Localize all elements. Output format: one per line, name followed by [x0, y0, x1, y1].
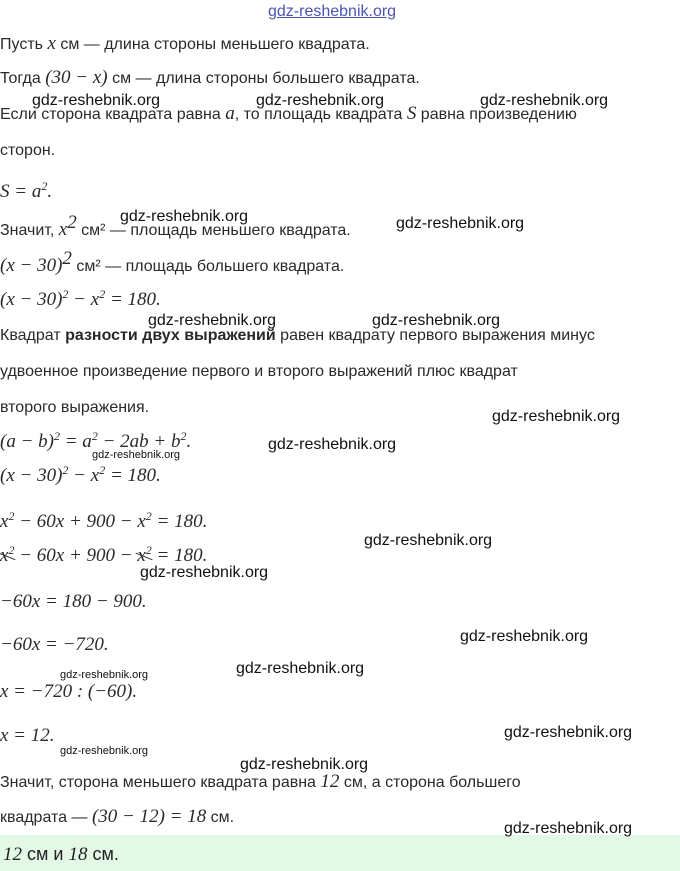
math-expression: (x − 30) — [0, 255, 63, 276]
equation-main — [0, 287, 161, 310]
watermark: gdz-reshebnik.org — [148, 312, 277, 329]
formula-area — [0, 179, 53, 202]
math-variable: a — [225, 103, 235, 124]
watermark: gdz-reshebnik.org — [480, 92, 609, 109]
math-exponent: 2 — [8, 543, 15, 557]
watermark: gdz-reshebnik.org — [364, 532, 493, 549]
text-segment: см. — [206, 809, 235, 826]
cancelled-term — [0, 543, 15, 566]
watermark: gdz-reshebnik.org — [32, 92, 161, 109]
watermark: gdz-reshebnik.org — [268, 436, 397, 453]
text-segment: Значит, сторона меньшего квадрата равна — [0, 774, 321, 791]
math-expression: . — [47, 181, 53, 202]
text-segment: равен квадрату первого выражения минус — [275, 327, 595, 344]
watermark: gdz-reshebnik.org — [236, 660, 365, 677]
equation-step-3 — [0, 543, 208, 566]
math-expression: = 180. — [151, 545, 208, 566]
math-expression: x — [0, 545, 9, 566]
watermark: gdz-reshebnik.org — [504, 724, 633, 741]
cancelled-term — [137, 543, 152, 566]
math-expression: − 2ab + b — [97, 431, 181, 452]
math-exponent: 2 — [67, 212, 77, 233]
text-line-4: сторон. — [0, 142, 56, 159]
text-segment: см. — [87, 844, 119, 864]
math-expression: (a − b) — [0, 431, 54, 452]
watermark: gdz-reshebnik.org — [504, 820, 633, 837]
equation-step-2 — [0, 509, 208, 532]
text-line-21 — [0, 807, 234, 828]
text-line-20 — [0, 772, 521, 793]
math-number: 18 — [68, 844, 88, 865]
math-exponent: 2 — [62, 463, 69, 477]
watermark: gdz-reshebnik.org — [92, 449, 181, 461]
math-exponent: 2 — [99, 287, 106, 301]
math-exponent: 2 — [41, 179, 48, 193]
text-segment: , то площадь квадрата — [234, 106, 407, 123]
math-exponent: 2 — [62, 248, 72, 269]
math-expression: − 60x + 900 − — [14, 545, 138, 566]
math-expression: = 180. — [105, 465, 161, 486]
watermark: gdz-reshebnik.org — [60, 669, 149, 681]
math-expression: (x − 30) — [0, 289, 63, 310]
math-exponent: 2 — [145, 509, 152, 523]
math-expression: − 60x + 900 − x — [14, 511, 146, 532]
math-expression: S = a — [0, 181, 42, 202]
text-segment: см — длина стороны большего квадрата. — [107, 70, 420, 87]
math-exponent: 2 — [8, 509, 15, 523]
math-expression: x — [137, 545, 146, 566]
watermark: gdz-reshebnik.org — [240, 756, 369, 773]
math-exponent: 2 — [53, 429, 60, 443]
equation-solution: x = 12. — [0, 725, 55, 746]
equation-step-5: −60x = −720. — [0, 634, 109, 655]
math-number: 12 — [320, 771, 340, 792]
math-expression: (x − 30) — [0, 465, 63, 486]
text-segment: квадрата — — [0, 809, 92, 826]
math-variable: x — [47, 33, 56, 54]
text-segment: см и — [22, 844, 69, 864]
text-line-10: удвоенное произведение первого и второго выражений плюс квадрат — [0, 363, 518, 380]
watermark: gdz-reshebnik.org — [120, 208, 249, 225]
answer-text — [3, 844, 119, 866]
math-exponent: 2 — [180, 429, 187, 443]
equation-step-6: x = −720 : (−60). — [0, 681, 138, 702]
watermark: gdz-reshebnik.org — [492, 408, 621, 425]
text-line-11: второго выражения. — [0, 399, 150, 416]
watermark: gdz-reshebnik.org — [460, 628, 589, 645]
math-variable: x — [58, 219, 68, 240]
math-expression: = a — [59, 431, 92, 452]
math-expression: . — [186, 431, 192, 452]
watermark: gdz-reshebnik.org — [256, 92, 385, 109]
text-segment: Если сторона квадрата равна — [0, 106, 226, 123]
text-line-7 — [0, 248, 345, 277]
math-variable: S — [406, 103, 417, 124]
watermark: gdz-reshebnik.org — [140, 564, 269, 581]
math-exponent: 2 — [99, 463, 106, 477]
text-segment: равна произведению — [416, 106, 577, 123]
watermark: gdz-reshebnik.org — [396, 215, 525, 232]
math-expression: (30 − x) — [45, 67, 108, 88]
text-line-2 — [0, 68, 420, 89]
text-segment: см² — площадь большего квадрата. — [71, 258, 345, 275]
site-header-link[interactable]: gdz-reshebnik.org — [268, 3, 397, 20]
equation-step-4: −60x = 180 − 900. — [0, 591, 147, 612]
watermark: gdz-reshebnik.org — [372, 312, 501, 329]
math-expression: x — [0, 511, 9, 532]
math-expression: = 180. — [105, 289, 161, 310]
text-segment: Квадрат — [0, 327, 66, 344]
math-exponent: 2 — [91, 429, 98, 443]
math-number: 12 — [3, 844, 22, 865]
text-segment: см, а сторона большего — [339, 774, 521, 791]
equation-step-1 — [0, 463, 161, 486]
math-expression: − x — [68, 289, 100, 310]
text-segment: Значит, — [0, 222, 59, 239]
text-segment: см² — площадь меньшего квадрата. — [76, 222, 351, 239]
math-expression: − x — [68, 465, 100, 486]
math-expression: = 180. — [151, 511, 208, 532]
math-exponent: 2 — [62, 287, 69, 301]
math-exponent: 2 — [145, 543, 152, 557]
term-link[interactable]: разности двух выражений — [65, 327, 276, 344]
watermark: gdz-reshebnik.org — [60, 745, 149, 757]
text-line-9 — [0, 326, 595, 346]
math-expression: (30 − 12) = 18 — [91, 806, 207, 827]
text-segment: Тогда — [0, 70, 46, 87]
text-segment: см — длина стороны меньшего квадрата. — [55, 36, 370, 53]
text-line-1 — [0, 34, 370, 55]
text-segment: Пусть — [0, 36, 48, 53]
